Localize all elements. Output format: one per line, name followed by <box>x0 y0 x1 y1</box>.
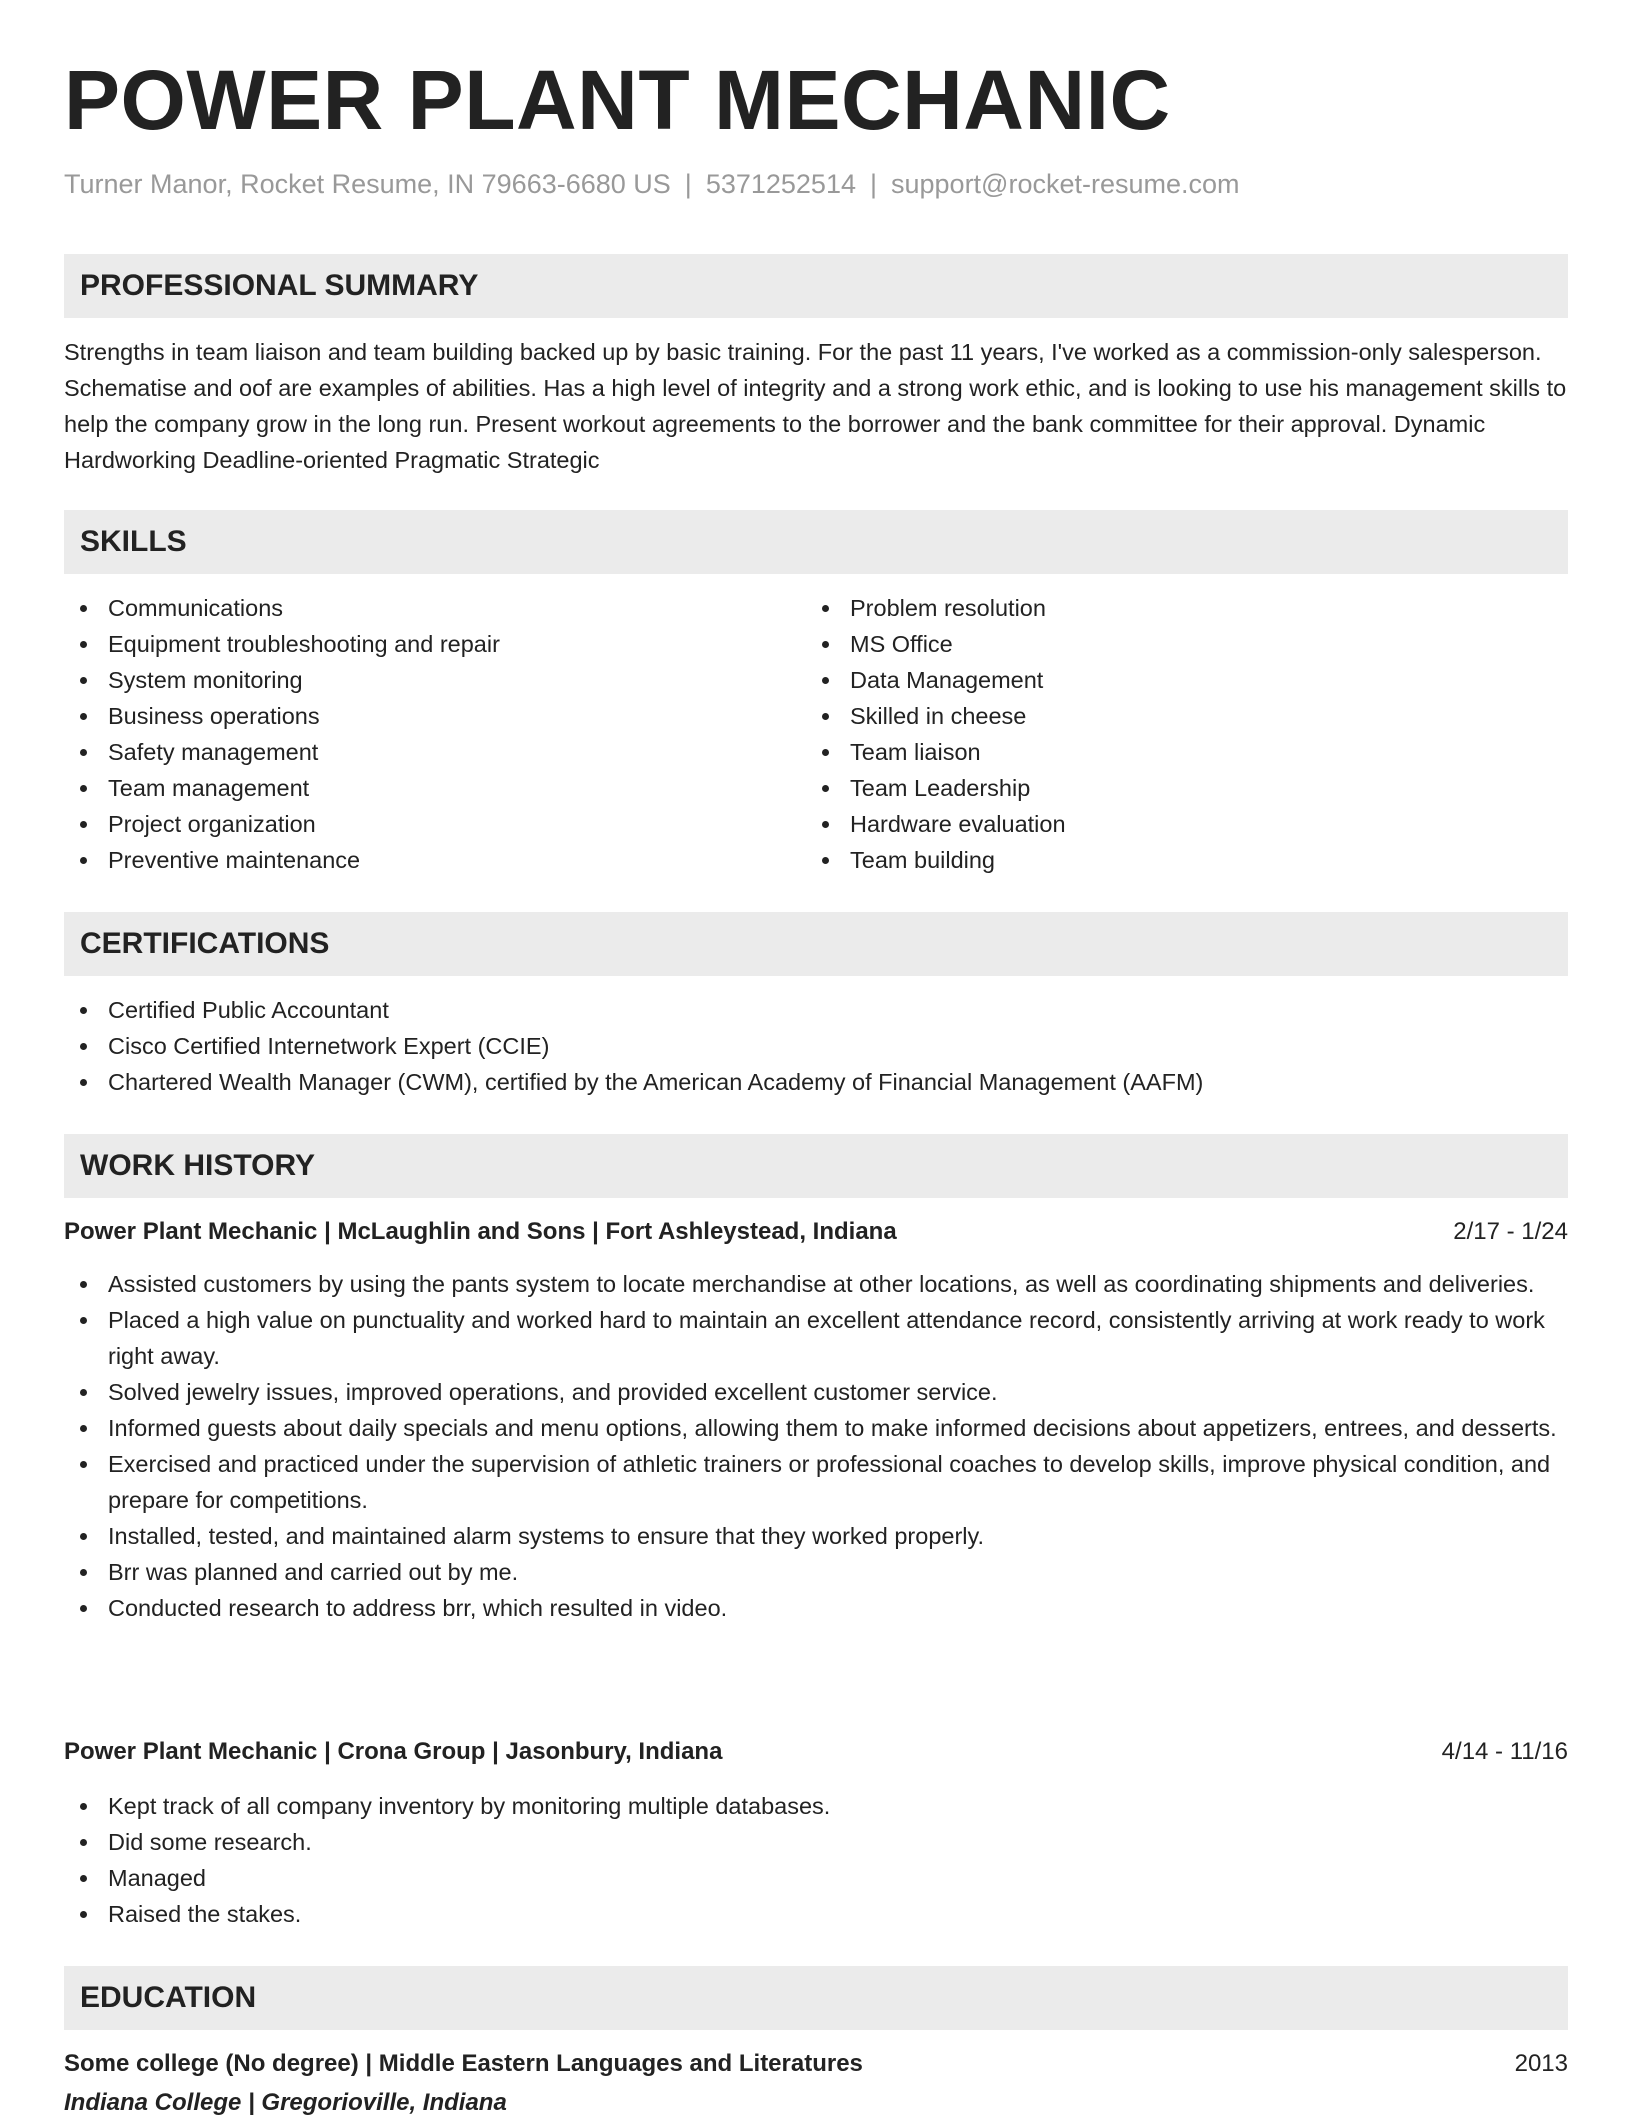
skill-item: Safety management <box>64 734 804 770</box>
education-school: Indiana College | Gregorioville, Indiana <box>64 2089 507 2116</box>
job-title: Power Plant Mechanic | Crona Group | Jasonbury, Indiana <box>64 1738 723 1765</box>
skill-item: Team building <box>806 842 1546 878</box>
contact-phone: 5371252514 <box>705 169 856 199</box>
skill-item: System monitoring <box>64 662 804 698</box>
job-bullet: Managed <box>64 1860 1568 1896</box>
job-bullet: Placed a high value on punctuality and worked hard to maintain an excellent attendance record, consistently arriving at work ready to work right away. <box>64 1302 1568 1374</box>
job-header <box>64 1214 1568 1250</box>
contact-email: support@rocket-resume.com <box>891 169 1240 199</box>
skill-item: Equipment troubleshooting and repair <box>64 626 804 662</box>
skill-item: Business operations <box>64 698 804 734</box>
education-heading: EDUCATION <box>80 1981 257 2014</box>
education-year: 2013 <box>1514 2050 1568 2077</box>
education-header <box>64 2046 1568 2082</box>
job-title: Power Plant Mechanic | McLaughlin and Sons | Fort Ashleystead, Indiana <box>64 1218 897 1245</box>
job-bullet: Raised the stakes. <box>64 1896 1568 1932</box>
summary-heading: PROFESSIONAL SUMMARY <box>80 269 479 302</box>
work-section-header <box>64 1134 1568 1198</box>
job-bullets <box>64 1788 1568 1932</box>
certification-item: Cisco Certified Internetwork Expert (CCIE) <box>64 1028 1568 1064</box>
skills-heading: SKILLS <box>80 525 187 558</box>
skill-item: Skilled in cheese <box>806 698 1546 734</box>
skill-item: Team management <box>64 770 804 806</box>
summary-text: Strengths in team liaison and team building backed up by basic training. For the past 11 years, I've worked as a commission-only salesperson. Schematise and oof are examples of abilities. Has a high level of integrity and a strong work ethic, and is looking to use his management skills to help the company grow in the long run. Present workout agreements to the borrower and the bank committee for their approval. Dynamic Hardworking Deadline-oriented Pragmatic Strategic <box>64 339 1567 473</box>
job-bullet: Conducted research to address brr, which resulted in video. <box>64 1590 1568 1626</box>
work-heading: WORK HISTORY <box>80 1149 316 1182</box>
job-bullet: Did some research. <box>64 1824 1568 1860</box>
skills-list-right <box>806 590 1546 878</box>
job-dates: 2/17 - 1/24 <box>1453 1218 1568 1245</box>
certifications-heading: CERTIFICATIONS <box>80 927 330 960</box>
contact-separator: | <box>684 169 692 199</box>
certifications-section-header <box>64 912 1568 976</box>
job-bullet: Brr was planned and carried out by me. <box>64 1554 1568 1590</box>
candidate-name: POWER PLANT MECHANIC <box>64 53 1171 147</box>
job-bullet: Kept track of all company inventory by monitoring multiple databases. <box>64 1788 1568 1824</box>
education-degree: Some college (No degree) | Middle Eastern Languages and Literatures <box>64 2050 863 2077</box>
certification-item: Certified Public Accountant <box>64 992 1568 1028</box>
job-header <box>64 1734 1568 1770</box>
education-section-header <box>64 1966 1568 2030</box>
certifications-list <box>64 992 1568 1100</box>
skill-item: MS Office <box>806 626 1546 662</box>
summary-section-header <box>64 254 1568 318</box>
certification-item: Chartered Wealth Manager (CWM), certified by the American Academy of Financial Management (AAFM) <box>64 1064 1568 1100</box>
skill-item: Project organization <box>64 806 804 842</box>
job-bullet: Exercised and practiced under the supervision of athletic trainers or professional coaches to develop skills, improve physical condition, and prepare for competitions. <box>64 1446 1568 1518</box>
skill-item: Hardware evaluation <box>806 806 1546 842</box>
skill-item: Data Management <box>806 662 1546 698</box>
contact-address: Turner Manor, Rocket Resume, IN 79663-6680 US <box>64 169 671 199</box>
skills-list-left <box>64 590 804 878</box>
job-bullet: Solved jewelry issues, improved operations, and provided excellent customer service. <box>64 1374 1568 1410</box>
skill-item: Team liaison <box>806 734 1546 770</box>
contact-line <box>64 166 1240 202</box>
contact-separator: | <box>869 169 877 199</box>
skill-item: Team Leadership <box>806 770 1546 806</box>
skill-item: Preventive maintenance <box>64 842 804 878</box>
skills-section-header <box>64 510 1568 574</box>
job-bullet: Assisted customers by using the pants system to locate merchandise at other locations, as well as coordinating shipments and deliveries. <box>64 1266 1568 1302</box>
job-dates: 4/14 - 11/16 <box>1441 1738 1568 1765</box>
job-bullet: Installed, tested, and maintained alarm systems to ensure that they worked properly. <box>64 1518 1568 1554</box>
job-bullet: Informed guests about daily specials and menu options, allowing them to make informed decisions about appetizers, entrees, and desserts. <box>64 1410 1568 1446</box>
job-bullets <box>64 1266 1568 1626</box>
skill-item: Communications <box>64 590 804 626</box>
skill-item: Problem resolution <box>806 590 1546 626</box>
